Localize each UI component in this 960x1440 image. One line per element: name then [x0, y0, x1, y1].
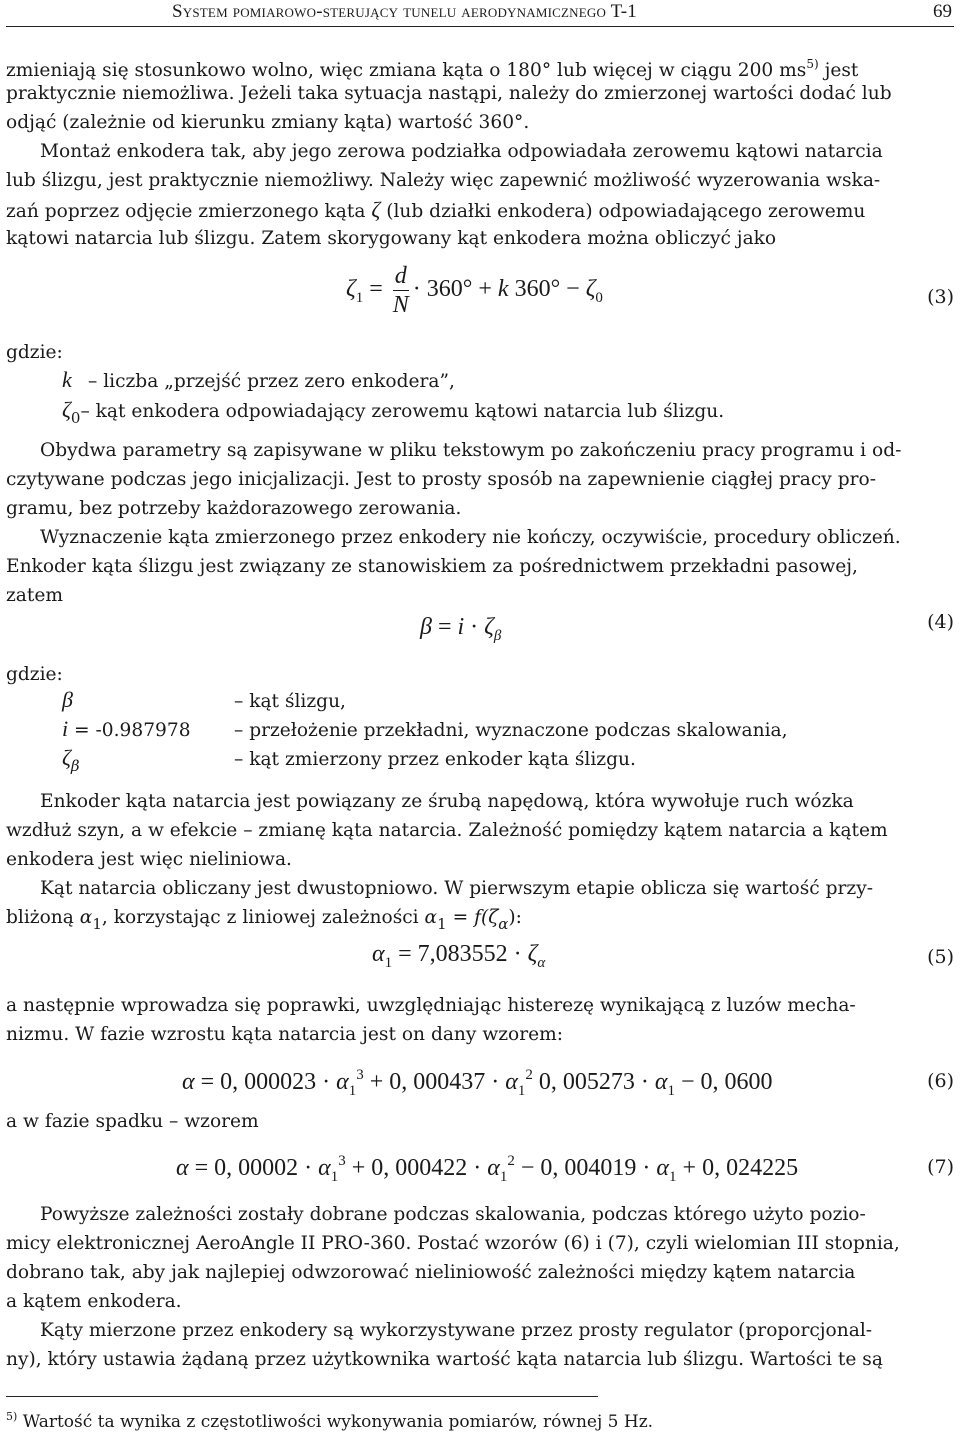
definition-zeta0: $\zeta_0-$ kąt enkodera odpowiadający zerowemu kątowi natarcia lub ślizgu.: [62, 397, 725, 427]
definition-zeta-beta: $\zeta_\beta$ – kąt zmierzony przez enkoder kąta ślizgu.: [62, 745, 636, 775]
equation-5: $\alpha_1 = 7,083552 \cdot \zeta_\alpha$: [372, 941, 546, 971]
paragraph-line: nizmu. W fazie wzrostu kąta natarcia jest on dany wzorem:: [6, 1024, 564, 1045]
where-label: gdzie:: [6, 342, 63, 363]
footnote: $^{5)}$ Wartość ta wynika z częstotliwości wykonywania pomiarów, równej 5 Hz.: [6, 1410, 654, 1432]
where-label: gdzie:: [6, 664, 63, 685]
equation-3: $\zeta_1$ = $\frac{d}{N}$ · 360° + k $360^\circ - \zeta_0$: [346, 263, 603, 318]
paragraph-line: kątowi natarcia lub ślizgu. Zatem skorygowany kąt enkodera można obliczyć jako: [6, 228, 777, 249]
paragraph-line: zmieniają się stosunkowo wolno, więc zmiana kąta o 180° lub więcej w ciągu 200 $ms^{5)}$ jest: [6, 57, 859, 81]
footnote-mark: 5): [6, 1410, 18, 1423]
paragraph-line: enkodera jest więc nieliniowa.: [6, 849, 292, 870]
equation-6: α = 0, $000023 \cdot \alpha_1^3 + 0$, $000437 \cdot \alpha_1^2$ 0, $005273 \cdot \alpha_1 - 0$, 0600: [182, 1067, 773, 1099]
paragraph-line: Kąt natarcia obliczany jest dwustopniowo. W pierwszym etapie oblicza się wartość przy-: [40, 878, 873, 899]
paragraph-line: Enkoder kąta natarcia jest powiązany ze śrubą napędową, która wywołuje ruch wózka: [40, 791, 854, 812]
page-number: 69: [933, 1, 952, 22]
paragraph-line: Obydwa parametry są zapisywane w pliku tekstowym po zakończeniu pracy programu i od-: [40, 440, 902, 461]
running-title: System pomiarowo-sterujący tunelu aerodynamicznego T-1: [172, 1, 637, 22]
equation-number: (6): [927, 1070, 954, 1092]
paragraph-line: a następnie wprowadza się poprawki, uwzględniając histerezę wynikającą z luzów mecha-: [6, 995, 856, 1016]
paragraph-line: zatem: [6, 585, 63, 606]
equation-number: (5): [927, 946, 954, 968]
paragraph-line: czytywane podczas jego inicjalizacji. Jest to prosty sposób na zapewnienie ciągłej pracy pro-: [6, 469, 876, 490]
paragraph-line: a w fazie spadku – wzorem: [6, 1111, 259, 1132]
running-header: [6, 0, 954, 27]
definition-i: i = -0.987978 – przełożenie przekładni, wyznaczone podczas skalowania,: [62, 716, 788, 741]
definition-beta: β – kąt ślizgu,: [62, 687, 346, 712]
paragraph-line: dobrano tak, aby jak najlepiej odwzorować nieliniowość zależności między kątem natarcia: [6, 1262, 856, 1283]
paragraph-line: Montaż enkodera tak, aby jego zerowa podziałka odpowiadała zerowemu kątowi natarcia: [40, 141, 883, 162]
paragraph-line: a kątem enkodera.: [6, 1291, 182, 1312]
paragraph-line: zań poprzez odjęcie zmierzonego kąta ζ (lub działki enkodera) odpowiadającego zerowemu: [6, 197, 866, 222]
paragraph-line: wzdłuż szyn, a w efekcie – zmianę kąta natarcia. Zależność pomiędzy kątem natarcia a kątem: [6, 820, 888, 841]
paragraph-line: Enkoder kąta ślizgu jest związany ze stanowiskiem za pośrednictwem przekładni pasowej,: [6, 556, 858, 577]
equation-7: α = 0, $00002 \cdot \alpha_1^3 + 0$, $000422 \cdot \alpha_1^2 - 0$, $004019 \cdot \alpha_1 + 0$, 024225: [176, 1153, 799, 1185]
paragraph-line: Powyższe zależności zostały dobrane podczas skalowania, podczas którego użyto pozio-: [40, 1204, 866, 1225]
paragraph-line: bliżoną $\alpha_1$, korzystając z liniowej zależności $\alpha_1 = f(\zeta_\alpha)$:: [6, 907, 522, 933]
paragraph-line: Wyznaczenie kąta zmierzonego przez enkodery nie kończy, oczywiście, procedury obliczeń.: [40, 527, 901, 548]
equation-number: (4): [927, 611, 954, 633]
paragraph-line: lub ślizgu, jest praktycznie niemożliwy. Należy więc zapewnić możliwość wyzerowania wska-: [6, 170, 881, 191]
paragraph-line: ny), który ustawia żądaną przez użytkownika wartość kąta natarcia lub ślizgu. Wartości te są: [6, 1349, 883, 1370]
definition-k: k – liczba „przejść przez zero enkodera”,: [62, 367, 455, 392]
paragraph-line: odjąć (zależnie od kierunku zmiany kąta) wartość 360°.: [6, 112, 530, 133]
footnote-rule: [6, 1396, 598, 1397]
equation-number: (7): [927, 1156, 954, 1178]
equation-4: $\beta = i \cdot \zeta_\beta$: [420, 614, 502, 644]
equation-number: (3): [927, 286, 954, 308]
paragraph-line: praktycznie niemożliwa. Jeżeli taka sytuacja nastąpi, należy do zmierzonej wartości dodać lub: [6, 83, 892, 104]
paragraph-line: micy elektronicznej AeroAngle II PRO-360. Postać wzorów (6) i (7), czyli wielomian III stopnia,: [6, 1233, 900, 1254]
paragraph-line: Kąty mierzone przez enkodery są wykorzystywane przez prosty regulator (proporcjonal-: [40, 1320, 873, 1341]
document-page: [6, 0, 954, 1440]
footnote-ref[interactable]: 5): [806, 57, 819, 71]
paragraph-line: gramu, bez potrzeby każdorazowego zerowania.: [6, 498, 462, 519]
